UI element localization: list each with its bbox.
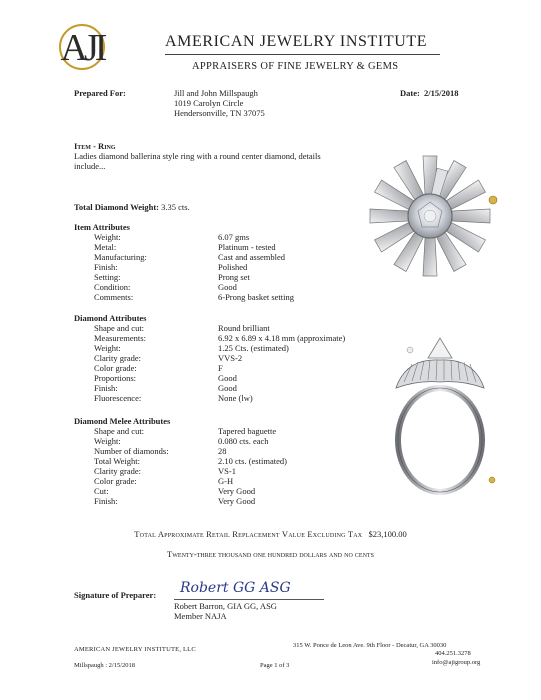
attr-row (74, 456, 434, 466)
attr-value: Platinum - tested (218, 242, 276, 252)
attr-key: Number of diamonds: (94, 446, 169, 456)
attr-row (74, 242, 434, 252)
item-description: Ladies diamond ballerina style ring with a round center diamond, details include... (74, 151, 321, 171)
ring-side-photo (382, 330, 502, 500)
attr-key: Comments: (94, 292, 134, 302)
attr-value: 6.07 gms (218, 232, 250, 242)
attr-key: Weight: (94, 343, 121, 353)
footer-phone: 404.251.3278 (435, 650, 471, 657)
attr-row (74, 466, 434, 476)
footer-email: info@ajigroup.org (432, 659, 481, 666)
attr-value: None (lw) (218, 393, 253, 403)
attr-row (74, 436, 434, 446)
attr-row (74, 373, 434, 383)
attr-key: Metal: (94, 242, 117, 252)
institute-subtitle: APPRAISERS OF FINE JEWELRY & GEMS (192, 61, 399, 72)
attr-row (74, 272, 434, 282)
signature-label: Signature of Preparer: (74, 590, 157, 600)
attr-key: Weight: (94, 232, 121, 242)
attr-key: Finish: (94, 383, 118, 393)
footer-ref: Millspaugh : 2/15/2018 (74, 662, 136, 669)
attr-row (74, 353, 434, 363)
attr-row (74, 383, 434, 393)
attr-row (74, 426, 434, 436)
preparer-member: Member NAJA (174, 611, 227, 621)
attr-row (74, 343, 434, 353)
client-address-1: 1019 Carolyn Circle (174, 98, 244, 108)
attr-key: Measurements: (94, 333, 146, 343)
handwritten-signature (178, 574, 318, 600)
attr-key: Condition: (94, 282, 131, 292)
attr-row (74, 232, 434, 242)
attr-value: Tapered baguette (218, 426, 277, 436)
preparer-name: Robert Barron, GIA GG, ASG (174, 601, 277, 611)
attr-row (74, 323, 434, 333)
diamond-attributes-heading: Diamond Attributes (74, 313, 147, 323)
attr-key: Fluorescence: (94, 393, 142, 403)
attr-key: Clarity grade: (94, 466, 141, 476)
footer-address: 315 W. Ponce de Leon Ave. 9th Floor - Decatur, GA 30030 (293, 642, 447, 649)
attr-row (74, 282, 434, 292)
attr-value: 6.92 x 6.89 x 4.18 mm (approximate) (218, 333, 346, 343)
attr-row (74, 363, 434, 373)
attr-key: Manufacturing: (94, 252, 147, 262)
attr-value: VVS-2 (218, 353, 243, 363)
attr-key: Proportions: (94, 373, 137, 383)
attr-key: Weight: (94, 436, 121, 446)
signature-script: Robert GG ASG (180, 580, 291, 596)
signature-line (174, 599, 324, 600)
attr-value: 1.25 Cts. (estimated) (218, 343, 289, 353)
attr-key: Finish: (94, 262, 118, 272)
item-attributes-heading: Item Attributes (74, 222, 130, 232)
attr-value: Good (218, 282, 237, 292)
attr-value: 6-Prong basket setting (218, 292, 295, 302)
attr-row (74, 476, 434, 486)
melee-attributes-heading: Diamond Melee Attributes (74, 416, 171, 426)
replacement-value (0, 529, 541, 539)
value-in-words: Twenty-three thousand one hundred dollars and no cents (167, 549, 374, 559)
logo (36, 22, 128, 72)
attr-value: 0.080 cts. each (218, 436, 269, 446)
attr-value: Polished (218, 262, 248, 272)
attr-key: Setting: (94, 272, 121, 282)
attr-row (74, 252, 434, 262)
attr-value: Cast and assembled (218, 252, 286, 262)
attr-key: Color grade: (94, 363, 137, 373)
attr-key: Shape and cut: (94, 426, 145, 436)
date-label: Date: (400, 88, 420, 98)
attr-value: F (218, 363, 223, 373)
header-rule (165, 54, 440, 55)
item-heading: Item - Ring (74, 141, 116, 151)
melee-attributes-section (74, 416, 434, 508)
value-amount: $23,100.00 (368, 529, 407, 539)
total-weight-label: Total Diamond Weight: (74, 202, 160, 212)
attr-value: Good (218, 373, 237, 383)
attr-key: Cut: (94, 486, 109, 496)
attr-value: VS-1 (218, 466, 236, 476)
footer-page: Page 1 of 3 (260, 662, 290, 669)
institute-name: AMERICAN JEWELRY INSTITUTE (165, 33, 428, 50)
date-value: 2/15/2018 (424, 88, 459, 98)
footer-company: AMERICAN JEWELRY INSTITUTE, LLC (74, 646, 196, 653)
attr-key: Shape and cut: (94, 323, 145, 333)
attr-key: Color grade: (94, 476, 137, 486)
attr-row (74, 333, 434, 343)
attr-row (74, 393, 434, 403)
attr-value: G-H (218, 476, 234, 486)
client-name: Jill and John Millspaugh (174, 88, 258, 98)
attr-value: Very Good (218, 486, 256, 496)
value-label: Total Approximate Retail Replacement Value Excluding Tax (134, 529, 363, 539)
attr-row (74, 446, 434, 456)
total-weight-value: 3.35 cts. (161, 202, 190, 212)
attr-value: 2.10 cts. (estimated) (218, 456, 287, 466)
attr-key: Total Weight: (94, 456, 141, 466)
attr-key: Clarity grade: (94, 353, 141, 363)
attr-value: Round brilliant (218, 323, 270, 333)
total-diamond-weight (74, 202, 190, 212)
attr-value: 28 (218, 446, 227, 456)
diamond-attributes-section (74, 313, 434, 405)
attr-row (74, 292, 434, 302)
client-address-2: Hendersonville, TN 37075 (174, 108, 265, 118)
attr-row (74, 496, 434, 506)
attr-row (74, 486, 434, 496)
prepared-for-label: Prepared For: (74, 88, 126, 98)
attr-value: Prong set (218, 272, 250, 282)
attr-value: Good (218, 383, 237, 393)
attr-value: Very Good (218, 496, 256, 506)
svg-text:AJI: AJI (60, 27, 104, 69)
item-attributes-section (74, 222, 434, 312)
attr-row (74, 262, 434, 272)
attr-key: Finish: (94, 496, 118, 506)
